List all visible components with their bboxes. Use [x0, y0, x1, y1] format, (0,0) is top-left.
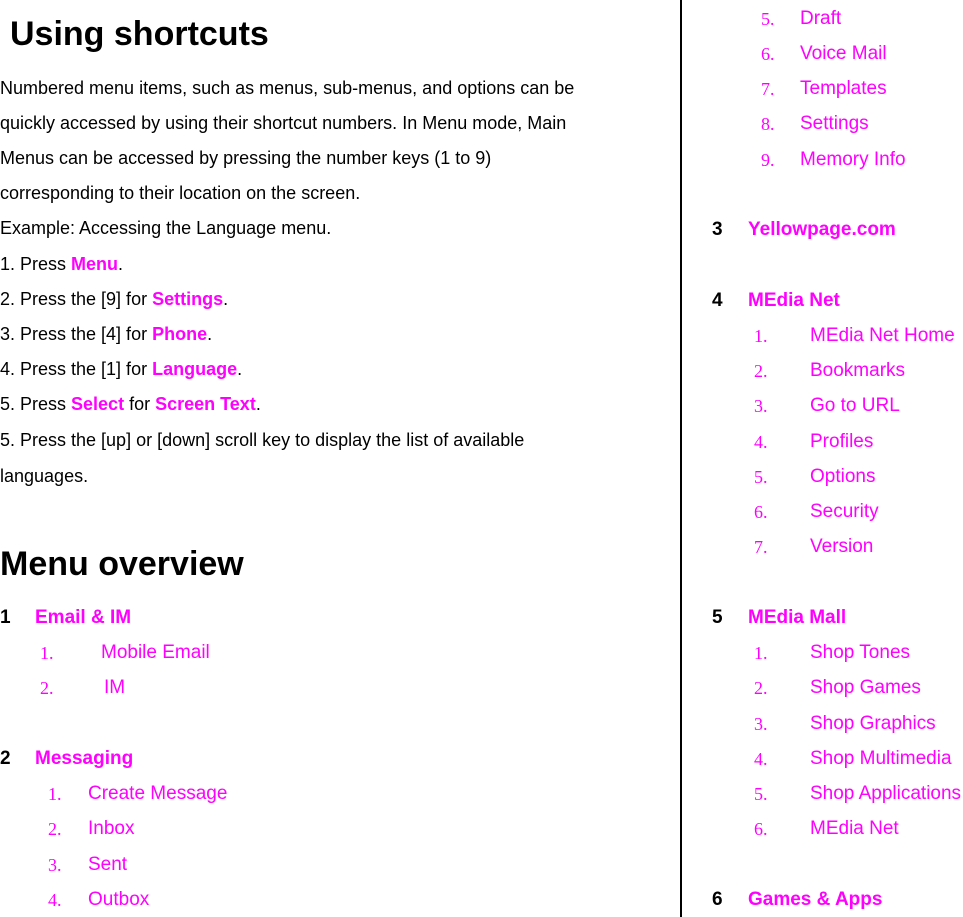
- step-5b-line-2: languages.: [0, 466, 89, 486]
- item-number: 5.: [754, 784, 768, 804]
- item-number: 5.: [761, 9, 775, 29]
- item-number: 1.: [48, 784, 62, 804]
- menu-item-media-net-home: MEdia Net Home: [810, 325, 955, 346]
- title-using-shortcuts: Using shortcuts: [10, 15, 269, 53]
- step-5b-line-1: 5. Press the [up] or [down] scroll key to display the list of available: [0, 430, 525, 450]
- step-text: for: [124, 394, 156, 414]
- intro-line-3: Menus can be accessed by pressing the number keys (1 to 9): [0, 148, 492, 168]
- menu-item-shop-applications: Shop Applications: [810, 783, 962, 804]
- step-punct: .: [207, 324, 213, 344]
- section-2-label: Messaging: [35, 748, 134, 769]
- menu-item-shop-games: Shop Games: [810, 677, 921, 698]
- menu-item-profiles: Profiles: [810, 431, 874, 452]
- step-punct: .: [255, 394, 261, 414]
- section-3-number: 3: [712, 219, 723, 240]
- step-text: 1. Press: [0, 254, 72, 274]
- item-number: 1.: [754, 643, 768, 663]
- menu-item-shop-tones: Shop Tones: [810, 642, 911, 663]
- step-text: 3. Press the [4] for: [0, 324, 153, 344]
- menu-item-voice-mail: Voice Mail: [800, 43, 887, 64]
- intro-line-2: quickly accessed by using their shortcut numbers. In Menu mode, Main: [0, 113, 567, 133]
- menu-item-bookmarks: Bookmarks: [810, 360, 906, 381]
- highlight-screen-text: Screen Text: [155, 394, 256, 414]
- menu-item-shop-graphics: Shop Graphics: [810, 713, 936, 734]
- highlight-phone: Phone: [152, 324, 208, 344]
- section-1-label: Email & IM: [35, 607, 132, 628]
- item-number: 6.: [754, 819, 768, 839]
- item-number: 6.: [761, 44, 775, 64]
- menu-item-media-net: MEdia Net: [810, 818, 899, 839]
- section-2-number: 2: [0, 748, 11, 769]
- item-number: 7.: [754, 537, 768, 557]
- intro-line-1: Numbered menu items, such as menus, sub-menus, and options can be: [0, 78, 575, 98]
- menu-item-create-message: Create Message: [88, 783, 228, 804]
- step-text: 2. Press the [9] for: [0, 289, 153, 309]
- item-number: 4.: [754, 749, 768, 769]
- item-number: 1.: [40, 643, 54, 663]
- title-menu-overview: Menu overview: [0, 545, 244, 583]
- menu-item-templates: Templates: [800, 78, 887, 99]
- step-1: [0, 247, 123, 282]
- item-number: 1.: [754, 326, 768, 346]
- right-column: [682, 0, 963, 917]
- intro-line-4: corresponding to their location on the screen.: [0, 183, 361, 203]
- menu-item-im: IM: [104, 677, 126, 698]
- example-line: Example: Accessing the Language menu.: [0, 218, 332, 238]
- item-number: 4.: [754, 432, 768, 452]
- menu-item-settings: Settings: [800, 113, 869, 134]
- item-number: 2.: [754, 678, 768, 698]
- section-6-label: Games & Apps: [748, 889, 883, 910]
- menu-item-security: Security: [810, 501, 879, 522]
- highlight-settings: Settings: [152, 289, 224, 309]
- section-6-number: 6: [712, 889, 723, 910]
- section-5-number: 5: [712, 607, 723, 628]
- item-number: 3.: [754, 714, 768, 734]
- highlight-language: Language: [152, 359, 238, 379]
- step-5a: [0, 387, 261, 422]
- item-number: 3.: [48, 855, 62, 875]
- menu-item-sent: Sent: [88, 854, 128, 875]
- item-number: 6.: [754, 502, 768, 522]
- step-text: 4. Press the [1] for: [0, 359, 153, 379]
- step-text: 5. Press: [0, 394, 72, 414]
- menu-item-draft: Draft: [800, 8, 842, 29]
- item-number: 2.: [48, 819, 62, 839]
- item-number: 2.: [40, 678, 54, 698]
- menu-item-go-to-url: Go to URL: [810, 395, 900, 416]
- step-punct: .: [118, 254, 124, 274]
- item-number: 3.: [754, 396, 768, 416]
- menu-item-options: Options: [810, 466, 876, 487]
- section-4-label: MEdia Net: [748, 290, 840, 311]
- menu-item-outbox: Outbox: [88, 889, 150, 910]
- item-number: 5.: [754, 467, 768, 487]
- highlight-menu: Menu: [71, 254, 119, 274]
- menu-item-shop-multimedia: Shop Multimedia: [810, 748, 952, 769]
- item-number: 9.: [761, 150, 775, 170]
- menu-item-inbox: Inbox: [88, 818, 135, 839]
- section-1-number: 1: [0, 607, 11, 628]
- section-3-label: Yellowpage.com: [748, 219, 896, 240]
- item-number: 4.: [48, 890, 62, 910]
- menu-item-version: Version: [810, 536, 874, 557]
- highlight-select: Select: [71, 394, 125, 414]
- item-number: 2.: [754, 361, 768, 381]
- step-2: [0, 282, 228, 317]
- section-4-number: 4: [712, 290, 723, 311]
- step-3: [0, 317, 212, 352]
- section-5-label: MEdia Mall: [748, 607, 847, 628]
- step-4: [0, 352, 242, 387]
- step-punct: .: [237, 359, 243, 379]
- menu-item-mobile-email: Mobile Email: [101, 642, 210, 663]
- menu-item-memory-info: Memory Info: [800, 149, 906, 170]
- step-punct: .: [223, 289, 229, 309]
- item-number: 8.: [761, 114, 775, 134]
- item-number: 7.: [761, 79, 775, 99]
